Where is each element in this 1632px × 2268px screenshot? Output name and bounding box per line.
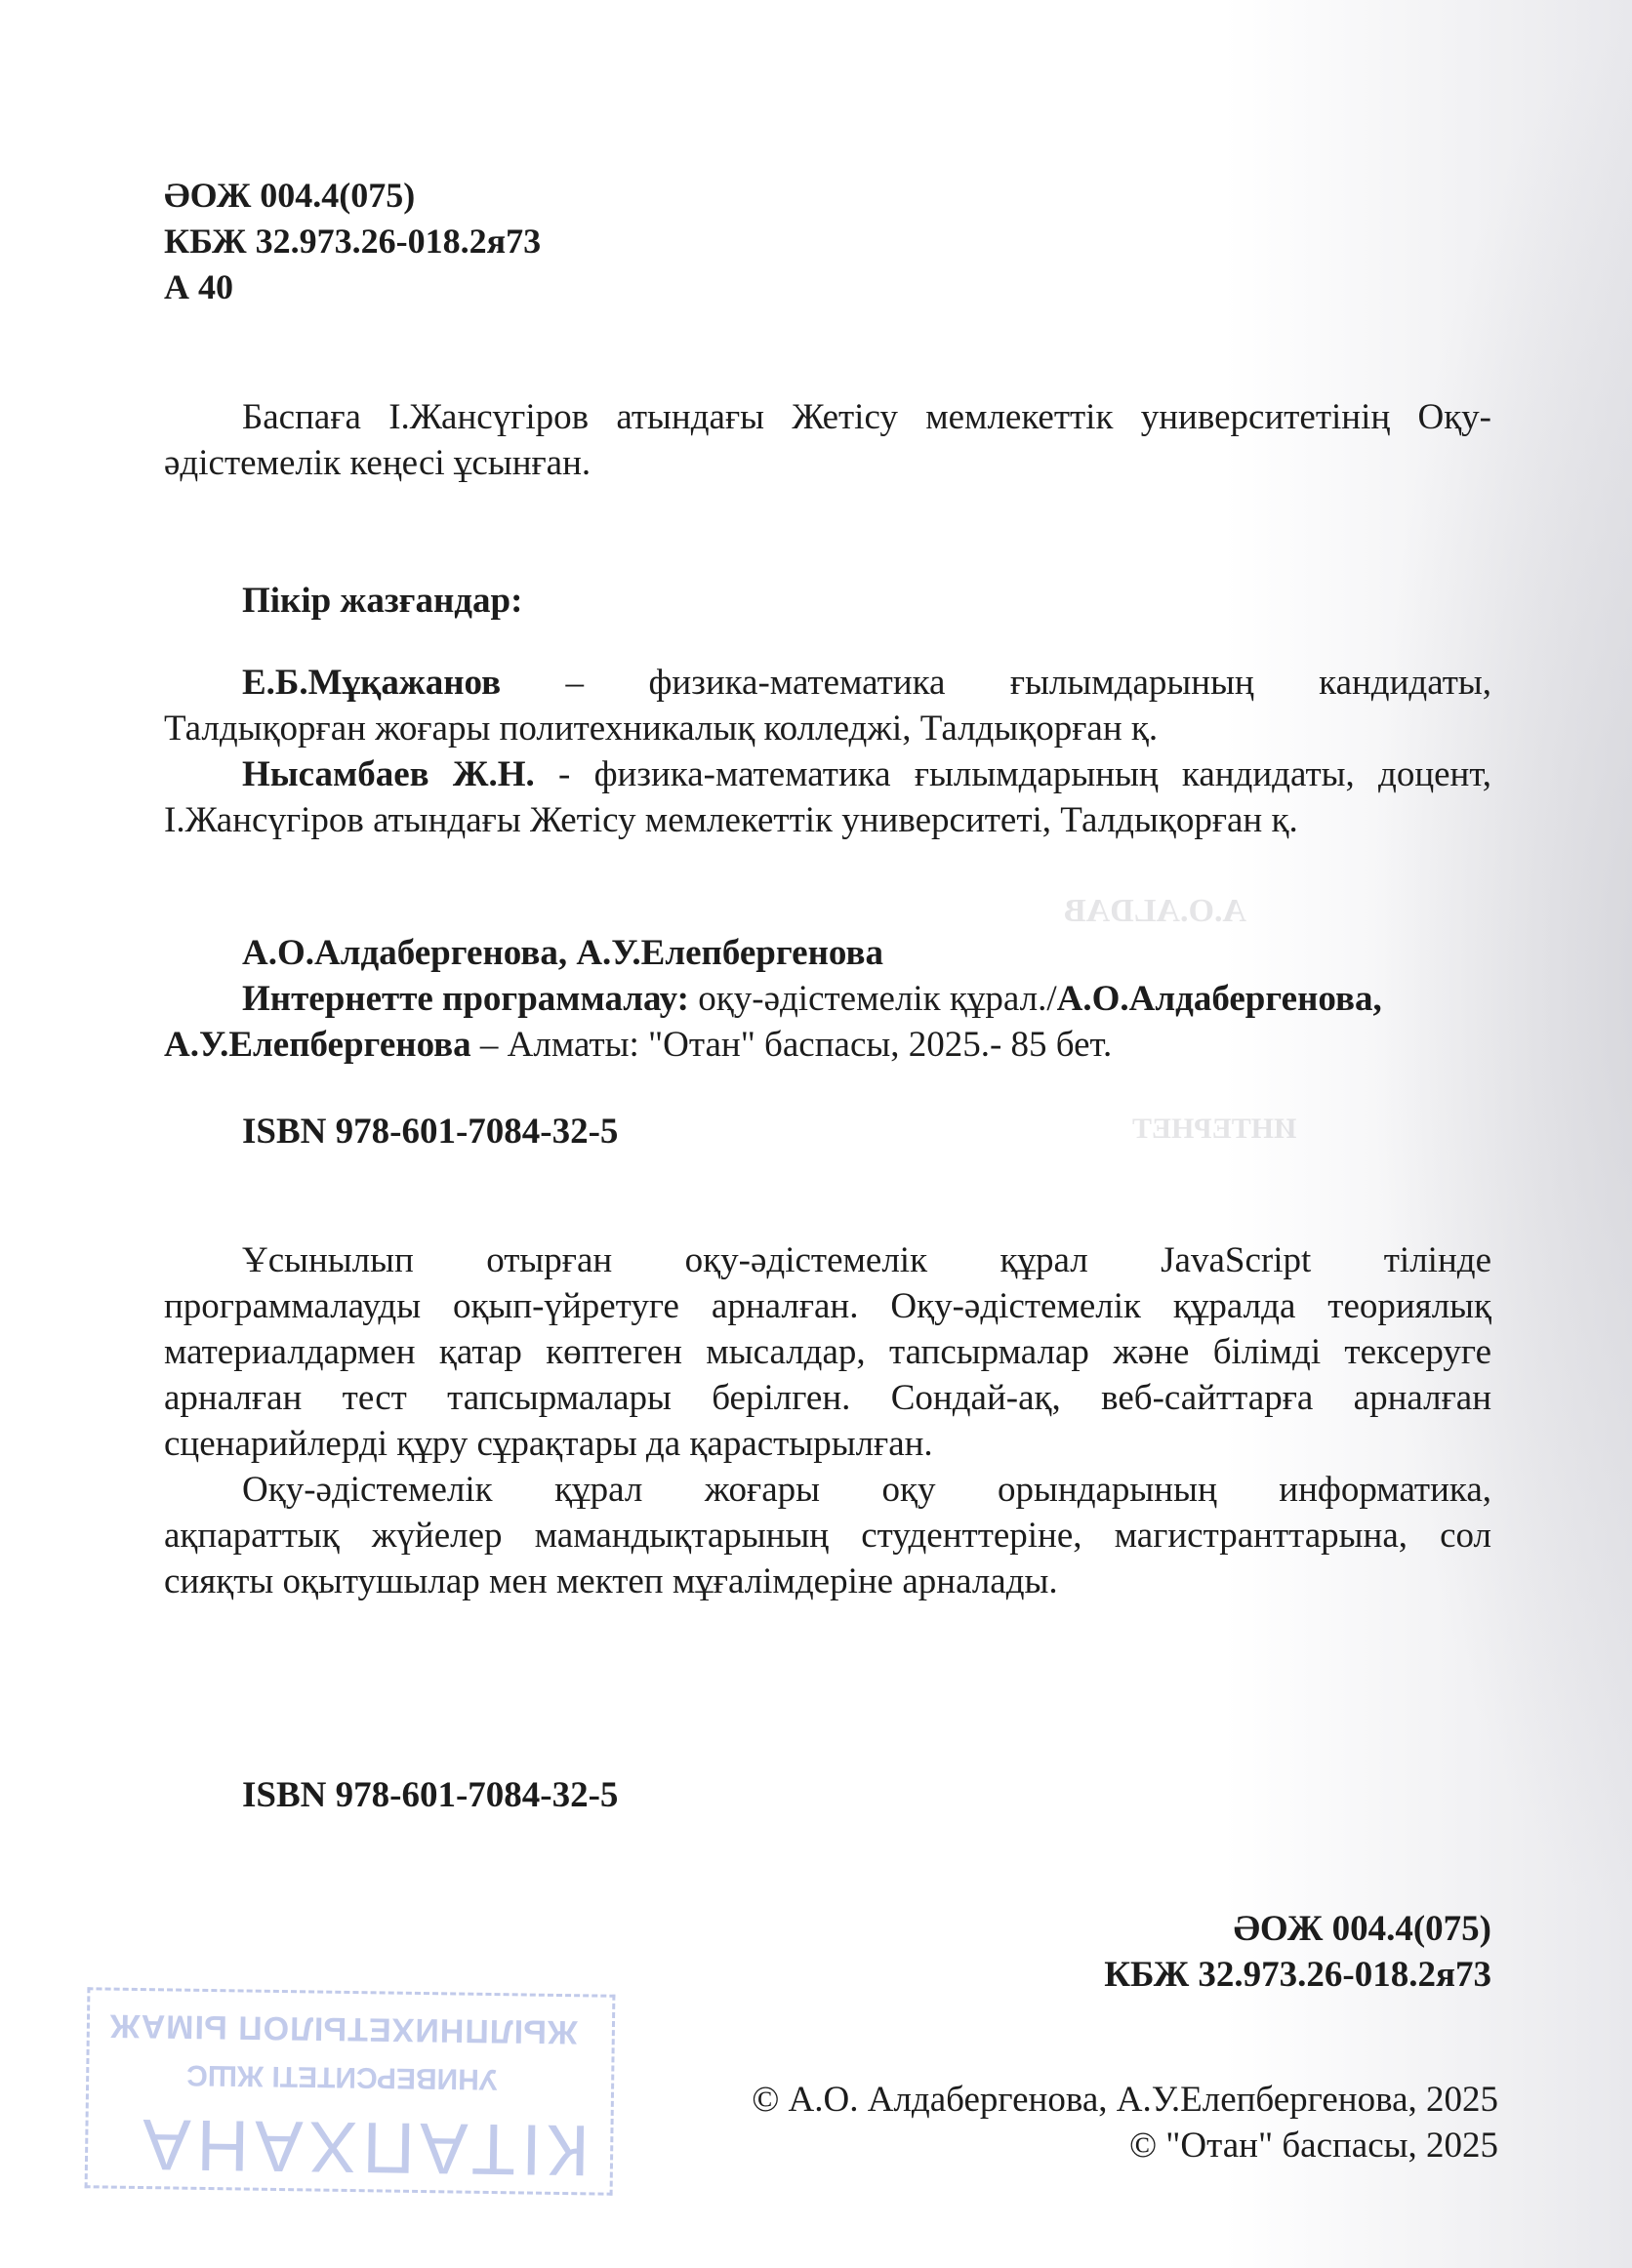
author-1: А.О.Алдабергенова, bbox=[1056, 979, 1382, 1019]
author-mark: А 40 bbox=[164, 267, 233, 306]
imprint: – Алматы: "Отан" баспасы, 2025.- 85 бет. bbox=[470, 1025, 1113, 1065]
stamp-line-3: КІТАПХАНА bbox=[136, 2103, 591, 2192]
recommendation-line-1: Баспаға І.Жансүгіров атындағы Жетісу мемлекеттік университетінің Оқу- bbox=[242, 397, 1491, 437]
recommendation-line-2: әдістемелік кеңесі ұсынған. bbox=[164, 443, 592, 483]
annotation-p2-line: ақпараттық жүйелер мамандықтарының студенттеріне, магистранттарына, сол bbox=[164, 1516, 1491, 1556]
reviewer-1-line-1 bbox=[242, 662, 1491, 705]
book-title: Интернетте программалау: bbox=[242, 979, 690, 1019]
annotation-p2-line: Оқу-әдістемелік құрал жоғары оқу орындарының информатика, bbox=[242, 1470, 1491, 1510]
udc-code-bottom: ӘОЖ 004.4(075) bbox=[1233, 1909, 1491, 1949]
annotation-p1-line: арналған тест тапсырмалары берілген. Сондай-ақ, веб-сайттарға арналған bbox=[164, 1378, 1491, 1418]
annotation-p1-line: материалдармен қатар көптеген мысалдар, тапсырмалар және білімді тексеруге bbox=[164, 1332, 1491, 1372]
stamp-line-1: ЖЫЛПНИХЕТЫЛОП ЫМАЖ bbox=[108, 2006, 578, 2051]
copyright-publisher: © "Отан" баспасы, 2025 bbox=[1128, 2126, 1498, 2166]
isbn-top: ISBN 978-601-7084-32-5 bbox=[242, 1112, 619, 1152]
reviewers-heading: Пікір жазғандар: bbox=[242, 581, 523, 621]
reviewer-2-name: Нысамбаев Ж.Н. bbox=[242, 754, 535, 794]
lbc-code: КБЖ 32.973.26-018.2я73 bbox=[164, 222, 542, 261]
stamp-line-2: УНИВЕРСИТЕТІ ЖШС bbox=[185, 2058, 498, 2096]
annotation-p1-line: сценарийлерді құру сұрақтары да қарастырылған. bbox=[164, 1424, 933, 1464]
author-2: А.У.Елепбергенова bbox=[164, 1025, 471, 1065]
annotation-p1-line: Ұсынылып отырған оқу-әдістемелік құрал JavaScript тілінде bbox=[242, 1240, 1491, 1280]
reviewer-2-affiliation: І.Жансүгіров атындағы Жетісу мемлекеттік университеті, Талдықорған қ. bbox=[164, 800, 1298, 840]
reviewer-2-credentials: - физика-математика ғылымдарының кандидаты, доцент, bbox=[534, 754, 1491, 794]
lbc-code-bottom: КБЖ 32.973.26-018.2я73 bbox=[1104, 1955, 1491, 1995]
library-stamp bbox=[85, 1987, 616, 2196]
book-title-line bbox=[242, 978, 1382, 1021]
reviewer-1-credentials: – физика-математика ғылымдарының кандидаты, bbox=[501, 663, 1491, 703]
bleed-through-text: A.O.ALDAB bbox=[1064, 893, 1247, 929]
annotation-p1-line: программалауды оқып-үйретуге арналған. Оқу-әдістемелік құралда теориялық bbox=[164, 1286, 1491, 1326]
copyright-authors: © А.О. Алдабергенова, А.У.Елепбергенова, 2025 bbox=[752, 2080, 1498, 2120]
reviewer-2-line-1 bbox=[242, 753, 1491, 796]
isbn-bottom: ISBN 978-601-7084-32-5 bbox=[242, 1775, 619, 1815]
udc-code: ӘОЖ 004.4(075) bbox=[164, 176, 416, 215]
authors-heading: А.О.Алдабергенова, А.У.Елепбергенова bbox=[242, 933, 883, 973]
bleed-through-text: ИНТЕРНЕТ bbox=[1132, 1113, 1297, 1145]
reviewer-1-affiliation: Талдықорған жоғары политехникалық колледжі, Талдықорған қ. bbox=[164, 709, 1159, 749]
book-type: оқу-әдістемелік құрал./ bbox=[689, 979, 1057, 1019]
imprint-line bbox=[164, 1024, 1112, 1067]
reviewer-1-name: Е.Б.Мұқажанов bbox=[242, 663, 502, 703]
annotation-p2-line: сияқты оқытушылар мен мектеп мұғалімдеріне арналады. bbox=[164, 1561, 1058, 1601]
